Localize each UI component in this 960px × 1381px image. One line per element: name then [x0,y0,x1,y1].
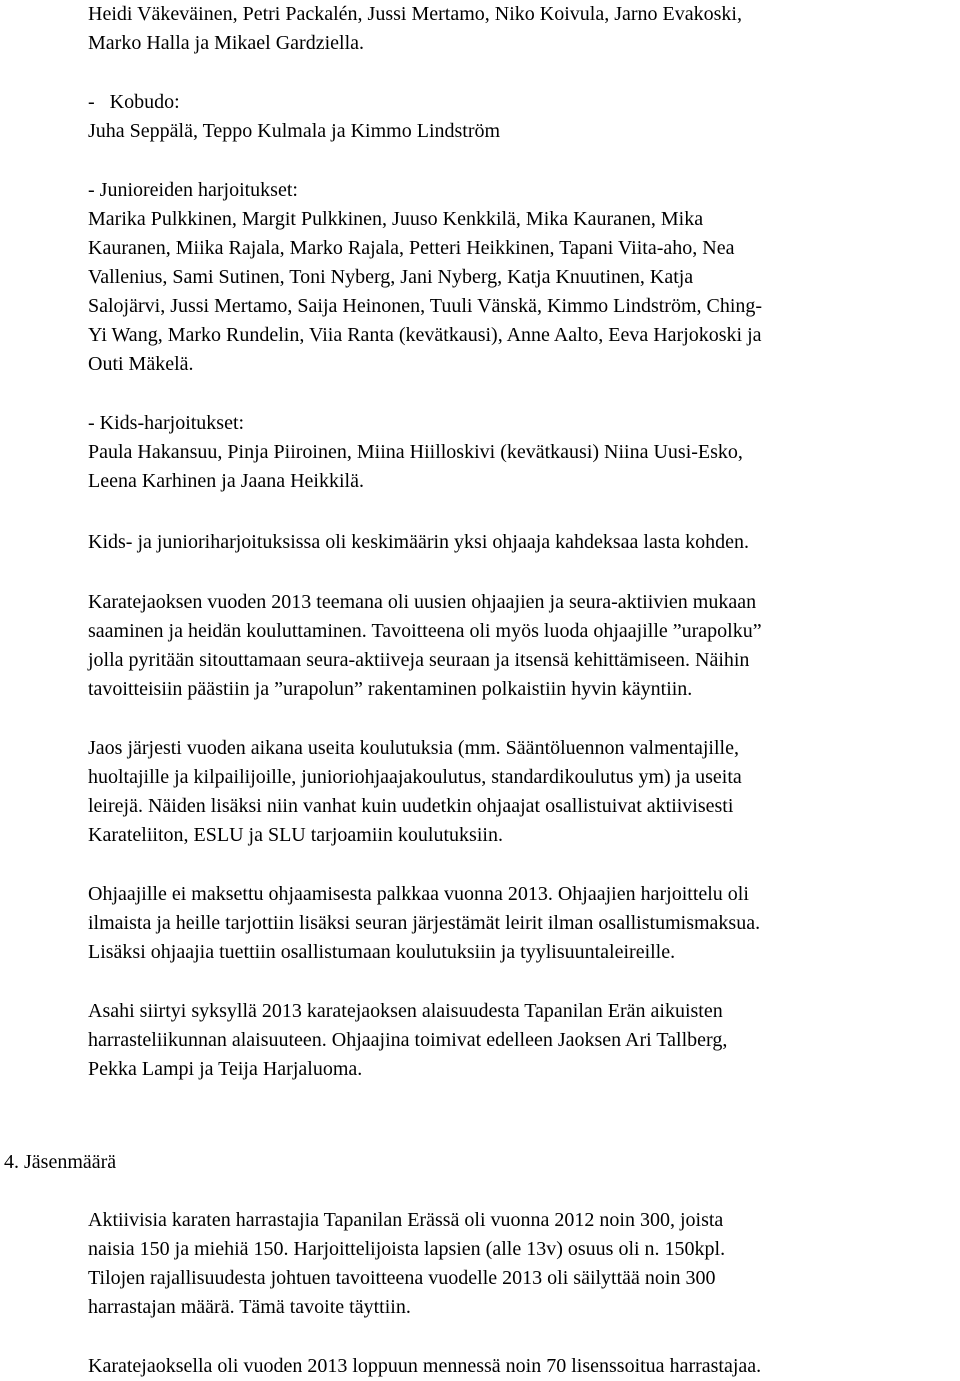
text-line: Asahi siirtyi syksyllä 2013 karatejaoksen alaisuudesta Tapanilan Erän aikuisten [88,1000,723,1022]
text-line: ilmaista ja heille tarjottiin lisäksi seuran järjestämät leirit ilman osallistumismaksua. [88,912,761,934]
paragraph-trainings [88,734,956,850]
text-line: Heidi Väkeväinen, Petri Packalén, Jussi Mertamo, Niko Koivula, Jarno Evakoski, [88,3,742,25]
paragraph-instructors-continued [88,0,956,58]
text-line: huoltajille ja kilpailijoille, junioriohjaajakoulutus, standardikoulutus ym) ja useita [88,766,742,788]
paragraph-juniors [88,176,956,379]
text-line: Pekka Lampi ja Teija Harjaluoma. [88,1058,363,1080]
text-line: Outi Mäkelä. [88,353,194,375]
text-line: Vallenius, Sami Sutinen, Toni Nyberg, Jani Nyberg, Katja Knuutinen, Katja [88,266,694,288]
text-line: harrastajan määrä. Tämä tavoite täyttiin. [88,1296,411,1318]
text-line: Jaos järjesti vuoden aikana useita koulutuksia (mm. Sääntöluennon valmentajille, [88,737,739,759]
text-line: Aktiivisia karaten harrastajia Tapanilan Erässä oli vuonna 2012 noin 300, joista [88,1209,724,1231]
text-line: harrasteliikunnan alaisuuteen. Ohjaajina toimivat edelleen Jaoksen Ari Tallberg, [88,1029,728,1051]
text-line: Marko Halla ja Mikael Gardziella. [88,32,364,54]
text-line: Juha Seppälä, Teppo Kulmala ja Kimmo Lindström [88,120,501,142]
text-line: Karatejaoksella oli vuoden 2013 loppuun mennessä noin 70 lisenssoitua harrastajaa. [88,1355,762,1377]
text-line: Salojärvi, Jussi Mertamo, Saija Heinonen, Tuuli Vänskä, Kimmo Lindström, Ching- [88,295,763,317]
text-line: - Junioreiden harjoitukset: [88,179,298,201]
text-line: Ohjaajille ei maksettu ohjaamisesta palkkaa vuonna 2013. Ohjaajien harjoittelu oli [88,883,749,905]
text-line: Marika Pulkkinen, Margit Pulkkinen, Juuso Kenkkilä, Mika Kauranen, Mika [88,208,704,230]
paragraph-licenses [88,1352,956,1381]
paragraph-ratio [88,528,956,557]
text-line: Karateliiton, ESLU ja SLU tarjoamiin koulutuksiin. [88,824,503,846]
text-line: Tilojen rajallisuudesta johtuen tavoitteena vuodelle 2013 oli säilyttää noin 300 [88,1267,716,1289]
text-line: Paula Hakansuu, Pinja Piiroinen, Miina Hiilloskivi (kevätkausi) Niina Uusi-Esko, [88,441,743,463]
paragraph-asahi [88,997,956,1084]
text-line: tavoitteisiin päästiin ja ”urapolun” rakentaminen polkaistiin hyvin käyntiin. [88,678,693,700]
text-line: - Kobudo: [88,91,180,113]
section-heading: 4. Jäsenmäärä [4,1151,117,1173]
text-line: jolla pyritään sitouttamaan seura-aktiiveja seuraan ja itsensä kehittämiseen. Näihin [88,649,750,671]
paragraph-payment [88,880,956,967]
paragraph-kobudo [88,88,956,146]
text-line: - Kids-harjoitukset: [88,412,245,434]
text-line: saaminen ja heidän kouluttaminen. Tavoitteena oli myös luoda ohjaajille ”urapolku” [88,620,762,642]
paragraph-members [88,1206,956,1322]
paragraph-kids [88,409,956,496]
text-line: Leena Karhinen ja Jaana Heikkilä. [88,470,364,492]
text-line: Kauranen, Miika Rajala, Marko Rajala, Petteri Heikkinen, Tapani Viita-aho, Nea [88,237,735,259]
text-line: Yi Wang, Marko Rundelin, Viia Ranta (kevätkausi), Anne Aalto, Eeva Harjokoski ja [88,324,762,346]
text-line: Lisäksi ohjaajia tuettiin osallistumaan koulutuksiin ja tyylisuuntaleireille. [88,941,676,963]
text-line: Kids- ja junioriharjoituksissa oli keskimäärin yksi ohjaaja kahdeksaa lasta kohden. [88,531,749,553]
text-line: naisia 150 ja miehiä 150. Harjoittelijoista lapsien (alle 13v) osuus oli n. 150kpl. [88,1238,726,1260]
paragraph-theme [88,588,956,704]
text-line: Karatejaoksen vuoden 2013 teemana oli uusien ohjaajien ja seura-aktiivien mukaan [88,591,757,613]
text-line: leirejä. Näiden lisäksi niin vanhat kuin uudetkin ohjaajat osallistuivat aktiivisesti [88,795,734,817]
